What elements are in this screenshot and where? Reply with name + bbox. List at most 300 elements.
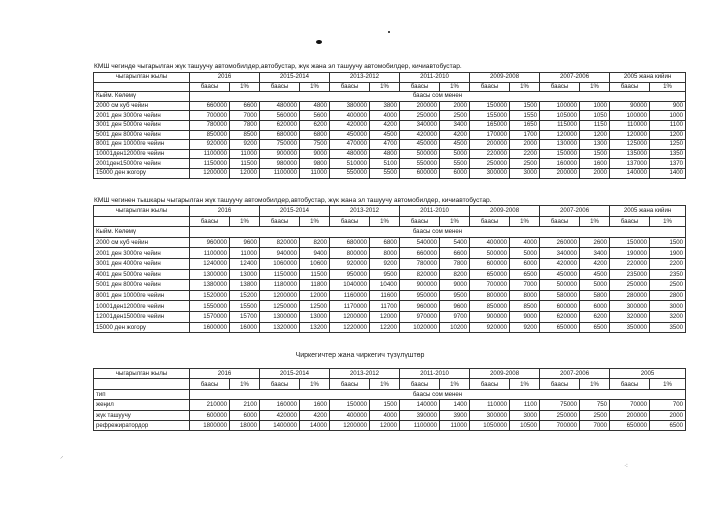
price-cell: 700000 — [540, 420, 580, 430]
row-label: рефрежиратордор — [94, 420, 190, 430]
price-cell: 115000 — [540, 120, 580, 130]
col-price-header: баасы — [400, 216, 440, 227]
year-2015-2014: 2015-2014 — [260, 369, 330, 379]
pct-cell: 750 — [580, 400, 610, 410]
price-cell: 480000 — [330, 149, 370, 159]
pct-cell: 1370 — [650, 159, 686, 169]
price-cell: 1170000 — [330, 301, 370, 312]
pct-cell: 2000 — [510, 140, 540, 150]
table-row — [94, 168, 686, 178]
price-cell: 900000 — [400, 280, 440, 291]
table-row — [94, 280, 686, 291]
pct-cell: 1100 — [510, 400, 540, 410]
table-row — [94, 400, 686, 410]
price-cell: 1100000 — [190, 149, 230, 159]
pct-cell: 8000 — [510, 290, 540, 301]
col-pct-header: 1% — [370, 82, 400, 92]
price-cell: 650000 — [610, 420, 650, 430]
col-price-header: баасы — [540, 82, 580, 92]
pct-cell: 12000 — [370, 311, 400, 322]
table-row — [94, 101, 686, 111]
pct-cell: 5600 — [300, 111, 330, 121]
row-group-label: тип — [94, 389, 190, 399]
price-note: баасы сом менен — [190, 92, 686, 102]
price-cell: 1060000 — [260, 258, 300, 269]
price-cell: 940000 — [260, 248, 300, 259]
price-cell: 300000 — [470, 168, 510, 178]
row-label: 3001 ден 5000ге чейин — [94, 120, 190, 130]
price-cell: 660000 — [190, 101, 230, 111]
price-cell: 1200000 — [330, 420, 370, 430]
row-label: 15000 ден жогору — [94, 168, 190, 178]
pct-cell: 1650 — [510, 120, 540, 130]
col-price-header: баасы — [260, 216, 300, 227]
row-label: 12001ден15000ге чейин — [94, 311, 190, 322]
section-1-title: КМШ чегинде чыгарылган жүк ташуучу автомобилдер,автобустар, жүк жана эл ташуучу автомобилдер, кичиавтобустар. — [94, 63, 462, 70]
pct-cell: 9600 — [230, 237, 260, 248]
price-cell: 400000 — [330, 111, 370, 121]
col-pct-header: 1% — [580, 82, 610, 92]
header-label: чыгарылган жылы — [94, 73, 190, 83]
pct-cell: 1500 — [370, 400, 400, 410]
price-cell: 1240000 — [190, 258, 230, 269]
table-row — [94, 410, 686, 420]
price-cell: 680000 — [260, 130, 300, 140]
pct-cell: 7000 — [230, 111, 260, 121]
pct-cell: 1250 — [650, 140, 686, 150]
price-cell: 100000 — [540, 101, 580, 111]
col-pct-header: 1% — [230, 82, 260, 92]
col-price-header: баасы — [330, 379, 370, 389]
price-cell: 110000 — [470, 400, 510, 410]
price-cell: 125000 — [610, 140, 650, 150]
price-cell: 1300000 — [260, 311, 300, 322]
pct-cell: 4000 — [510, 237, 540, 248]
col-price-header: баасы — [260, 82, 300, 92]
price-cell: 120000 — [540, 130, 580, 140]
col-pct-header: 1% — [230, 216, 260, 227]
table-row — [94, 269, 686, 280]
pct-cell: 2000 — [650, 410, 686, 420]
pct-cell: 4200 — [370, 120, 400, 130]
pct-cell: 1200 — [650, 130, 686, 140]
pct-cell: 6000 — [230, 410, 260, 420]
col-pct-header: 1% — [440, 216, 470, 227]
price-cell: 500000 — [470, 248, 510, 259]
table-row — [94, 248, 686, 259]
price-cell: 1180000 — [260, 280, 300, 291]
price-cell: 1400000 — [260, 420, 300, 430]
col-price-header: баасы — [610, 82, 650, 92]
table-row — [94, 120, 686, 130]
pct-cell: 5000 — [440, 149, 470, 159]
pct-cell: 9700 — [440, 311, 470, 322]
table-row — [94, 130, 686, 140]
price-cell: 135000 — [610, 149, 650, 159]
pct-cell: 13800 — [230, 280, 260, 291]
price-cell: 920000 — [190, 140, 230, 150]
price-cell: 1520000 — [190, 290, 230, 301]
col-pct-header: 1% — [370, 379, 400, 389]
pct-cell: 7000 — [580, 420, 610, 430]
pct-cell: 3000 — [510, 410, 540, 420]
row-label: жеңил — [94, 400, 190, 410]
price-cell: 620000 — [540, 311, 580, 322]
pct-cell: 2100 — [230, 400, 260, 410]
row-label: 5001 ден 8000ге чейин — [94, 280, 190, 291]
col-pct-header: 1% — [510, 216, 540, 227]
year-2016: 2016 — [190, 206, 260, 217]
year-2007-2006: 2007-2006 — [540, 73, 610, 83]
col-pct-header: 1% — [580, 379, 610, 389]
row-label: 10001ден12000ге чейин — [94, 149, 190, 159]
pct-cell: 11500 — [230, 159, 260, 169]
pct-cell: 3200 — [650, 311, 686, 322]
price-cell: 420000 — [540, 258, 580, 269]
price-cell: 280000 — [610, 290, 650, 301]
year-2011-2010: 2011-2010 — [400, 206, 470, 217]
price-cell: 420000 — [260, 410, 300, 420]
col-pct-header: 1% — [230, 379, 260, 389]
table-row — [94, 258, 686, 269]
pct-cell: 1400 — [440, 400, 470, 410]
col-price-header: баасы — [330, 82, 370, 92]
price-cell: 155000 — [470, 111, 510, 121]
price-cell: 1020000 — [400, 322, 440, 333]
table-row — [94, 140, 686, 150]
table-row — [94, 420, 686, 430]
pct-cell: 10500 — [510, 420, 540, 430]
price-cell: 130000 — [540, 140, 580, 150]
price-note: баасы сом менен — [190, 227, 686, 238]
price-cell: 510000 — [330, 159, 370, 169]
price-cell: 200000 — [470, 140, 510, 150]
pct-cell: 9600 — [440, 301, 470, 312]
pct-cell: 1200 — [580, 130, 610, 140]
ink-dot — [388, 31, 390, 33]
pct-cell: 2200 — [510, 149, 540, 159]
table-section-2 — [93, 205, 686, 333]
price-cell: 680000 — [330, 237, 370, 248]
price-cell: 160000 — [260, 400, 300, 410]
price-cell: 100000 — [610, 111, 650, 121]
pct-cell: 4500 — [580, 269, 610, 280]
pct-cell: 5000 — [510, 248, 540, 259]
pct-cell: 2500 — [510, 159, 540, 169]
col-pct-header: 1% — [650, 82, 686, 92]
price-cell: 350000 — [610, 322, 650, 333]
col-pct-header: 1% — [510, 82, 540, 92]
price-cell: 900000 — [260, 149, 300, 159]
price-cell: 480000 — [260, 101, 300, 111]
pct-cell: 11000 — [230, 248, 260, 259]
col-price-header: баасы — [400, 82, 440, 92]
row-label: 4001 ден 5000ге чейин — [94, 269, 190, 280]
price-cell: 110000 — [610, 120, 650, 130]
price-cell: 200000 — [610, 410, 650, 420]
price-cell: 1160000 — [330, 290, 370, 301]
row-label: 15000 ден жогору — [94, 322, 190, 333]
pct-cell: 3800 — [370, 101, 400, 111]
price-cell: 1550000 — [190, 301, 230, 312]
price-cell: 250000 — [610, 280, 650, 291]
price-cell: 780000 — [190, 120, 230, 130]
pct-cell: 8200 — [440, 269, 470, 280]
pct-cell: 6800 — [370, 237, 400, 248]
pct-cell: 12000 — [230, 168, 260, 178]
price-cell: 220000 — [470, 149, 510, 159]
pct-cell: 4500 — [370, 130, 400, 140]
pct-cell: 2000 — [440, 101, 470, 111]
pct-cell: 15200 — [230, 290, 260, 301]
pct-cell: 6000 — [440, 168, 470, 178]
pct-cell: 2500 — [650, 280, 686, 291]
price-cell: 1040000 — [330, 280, 370, 291]
pct-cell: 1500 — [580, 149, 610, 159]
pct-cell: 12400 — [230, 258, 260, 269]
row-group-label: Кыйм. Көлөмү — [94, 227, 190, 238]
price-cell: 470000 — [330, 140, 370, 150]
year-2016: 2016 — [190, 369, 260, 379]
price-cell: 1300000 — [190, 269, 230, 280]
pct-cell: 9800 — [300, 159, 330, 169]
year-2009-2008: 2009-2008 — [470, 206, 540, 217]
price-cell: 250000 — [470, 159, 510, 169]
pct-cell: 4000 — [370, 410, 400, 420]
price-cell: 137000 — [610, 159, 650, 169]
pct-cell: 4200 — [300, 410, 330, 420]
col-pct-header: 1% — [300, 216, 330, 227]
col-price-header: баасы — [190, 82, 230, 92]
col-pct-header: 1% — [440, 379, 470, 389]
pct-cell: 4200 — [440, 130, 470, 140]
col-price-header: баасы — [330, 216, 370, 227]
price-cell: 120000 — [610, 130, 650, 140]
price-cell: 260000 — [540, 237, 580, 248]
header-label: чыгарылган жылы — [94, 369, 190, 379]
pct-cell: 16000 — [230, 322, 260, 333]
pct-cell: 2500 — [580, 410, 610, 420]
col-price-header: баасы — [400, 379, 440, 389]
pct-cell: 3500 — [650, 322, 686, 333]
price-cell: 950000 — [400, 290, 440, 301]
table-row — [94, 290, 686, 301]
price-cell: 340000 — [540, 248, 580, 259]
table-row — [94, 149, 686, 159]
price-cell: 540000 — [400, 237, 440, 248]
col-price-header: баасы — [610, 216, 650, 227]
price-cell: 820000 — [260, 237, 300, 248]
price-cell: 600000 — [540, 301, 580, 312]
pct-cell: 3400 — [580, 248, 610, 259]
col-pct-header: 1% — [650, 216, 686, 227]
price-cell: 600000 — [470, 258, 510, 269]
price-cell: 750000 — [260, 140, 300, 150]
year-2009-2008: 2009-2008 — [470, 369, 540, 379]
price-cell: 1100000 — [260, 168, 300, 178]
price-cell: 1100000 — [400, 420, 440, 430]
col-price-header: баасы — [190, 379, 230, 389]
pct-cell: 6000 — [510, 258, 540, 269]
price-cell: 950000 — [330, 269, 370, 280]
price-cell: 400000 — [470, 237, 510, 248]
pct-cell: 5100 — [370, 159, 400, 169]
pct-cell: 13000 — [300, 311, 330, 322]
pct-cell: 12200 — [370, 322, 400, 333]
price-cell: 1200000 — [190, 168, 230, 178]
year-2005: 2005 — [610, 369, 686, 379]
price-note: баасы сом менен — [190, 389, 686, 399]
year-2015-2014: 2015-2014 — [260, 73, 330, 83]
section-3-title: Чиркегичтер жана чиркегич түзүлүштөр — [295, 352, 425, 359]
price-cell: 970000 — [400, 311, 440, 322]
pct-cell: 9500 — [440, 290, 470, 301]
row-group-label: Кыйм. Көлөмү — [94, 92, 190, 102]
pct-cell: 4800 — [300, 101, 330, 111]
pct-cell: 11800 — [300, 280, 330, 291]
price-cell: 420000 — [330, 120, 370, 130]
pct-cell: 9200 — [510, 322, 540, 333]
pct-cell: 4700 — [370, 140, 400, 150]
price-cell: 900000 — [470, 311, 510, 322]
price-cell: 300000 — [470, 410, 510, 420]
price-cell: 70000 — [610, 400, 650, 410]
price-cell: 250000 — [400, 111, 440, 121]
price-cell: 380000 — [330, 101, 370, 111]
pct-cell: 2800 — [650, 290, 686, 301]
pct-cell: 4200 — [580, 258, 610, 269]
pct-cell: 11500 — [300, 269, 330, 280]
price-cell: 1200000 — [260, 290, 300, 301]
pct-cell: 1500 — [650, 237, 686, 248]
price-cell: 450000 — [330, 130, 370, 140]
price-cell: 1380000 — [190, 280, 230, 291]
col-price-header: баасы — [610, 379, 650, 389]
price-cell: 220000 — [610, 258, 650, 269]
table-section-3 — [93, 368, 686, 431]
pct-cell: 2600 — [580, 237, 610, 248]
col-price-header: баасы — [190, 216, 230, 227]
year-2007-2006: 2007-2006 — [540, 206, 610, 217]
pct-cell: 8200 — [300, 237, 330, 248]
pct-cell: 8000 — [370, 248, 400, 259]
price-cell: 150000 — [470, 101, 510, 111]
col-price-header: баасы — [540, 379, 580, 389]
year-2016: 2016 — [190, 73, 260, 83]
pct-cell: 6600 — [440, 248, 470, 259]
pct-cell: 6200 — [580, 311, 610, 322]
pct-cell: 12500 — [300, 301, 330, 312]
pct-cell: 14000 — [300, 420, 330, 430]
price-cell: 90000 — [610, 101, 650, 111]
row-label: 2000 см куб чейин — [94, 101, 190, 111]
row-label: 2001 ден 3000ге чейин — [94, 248, 190, 259]
pct-cell: 11700 — [370, 301, 400, 312]
pct-cell: 15700 — [230, 311, 260, 322]
pct-cell: 3400 — [440, 120, 470, 130]
price-cell: 600000 — [190, 410, 230, 420]
pct-cell: 9200 — [230, 140, 260, 150]
header-label: чыгарылган жылы — [94, 206, 190, 217]
col-pct-header: 1% — [300, 82, 330, 92]
pct-cell: 9400 — [300, 248, 330, 259]
row-label: 3001 ден 4000ге чейин — [94, 258, 190, 269]
price-cell: 500000 — [400, 149, 440, 159]
price-cell: 420000 — [400, 130, 440, 140]
price-cell: 1150000 — [190, 159, 230, 169]
table-row — [94, 159, 686, 169]
row-label: 8001 ден 10000ге чейин — [94, 290, 190, 301]
price-cell: 550000 — [400, 159, 440, 169]
price-cell: 75000 — [540, 400, 580, 410]
pct-cell: 1700 — [510, 130, 540, 140]
pct-cell: 9200 — [370, 258, 400, 269]
pct-cell: 5400 — [440, 237, 470, 248]
year-2011-2010: 2011-2010 — [400, 369, 470, 379]
price-cell: 800000 — [330, 248, 370, 259]
pct-cell: 6800 — [300, 130, 330, 140]
pct-cell: 6500 — [650, 420, 686, 430]
price-cell: 700000 — [470, 280, 510, 291]
pct-cell: 6600 — [230, 101, 260, 111]
row-label: 2000 см куб чейин — [94, 237, 190, 248]
pct-cell: 3000 — [650, 301, 686, 312]
scan-mark: ⁖ — [624, 463, 629, 470]
pct-cell: 7000 — [510, 280, 540, 291]
price-cell: 200000 — [540, 168, 580, 178]
price-cell: 1100000 — [190, 248, 230, 259]
pct-cell: 1350 — [650, 149, 686, 159]
price-cell: 400000 — [330, 410, 370, 420]
price-cell: 660000 — [400, 248, 440, 259]
year-2013-2012: 2013-2012 — [330, 73, 400, 83]
price-cell: 450000 — [540, 269, 580, 280]
price-cell: 960000 — [190, 237, 230, 248]
price-cell: 580000 — [540, 290, 580, 301]
pct-cell: 13200 — [300, 322, 330, 333]
price-cell: 650000 — [470, 269, 510, 280]
col-price-header: баасы — [470, 82, 510, 92]
col-pct-header: 1% — [580, 216, 610, 227]
pct-cell: 11600 — [370, 290, 400, 301]
pct-cell: 1000 — [580, 101, 610, 111]
table-row — [94, 322, 686, 333]
price-cell: 920000 — [470, 322, 510, 333]
section-2-title: КМШ чегинен тышкары чыгарылган жүк ташуучу автомобилдер,автобустар, жүк жана эл ташуучу автомобилдер, кичиавтобустар. — [94, 197, 492, 204]
pct-cell: 3900 — [440, 410, 470, 420]
table-row — [94, 311, 686, 322]
pct-cell: 9500 — [370, 269, 400, 280]
price-cell: 820000 — [400, 269, 440, 280]
pct-cell: 12000 — [370, 420, 400, 430]
col-price-header: баасы — [470, 379, 510, 389]
table-row — [94, 301, 686, 312]
pct-cell: 1100 — [650, 120, 686, 130]
price-cell: 140000 — [400, 400, 440, 410]
year-2013-2012: 2013-2012 — [330, 206, 400, 217]
pct-cell: 1300 — [580, 140, 610, 150]
price-cell: 165000 — [470, 120, 510, 130]
pct-cell: 9000 — [300, 149, 330, 159]
price-cell: 600000 — [400, 168, 440, 178]
price-cell: 560000 — [260, 111, 300, 121]
row-label: жүк ташуучу — [94, 410, 190, 420]
price-cell: 1220000 — [330, 322, 370, 333]
year-2009-2008: 2009-2008 — [470, 73, 540, 83]
price-cell: 620000 — [260, 120, 300, 130]
col-pct-header: 1% — [370, 216, 400, 227]
table-section-1 — [93, 72, 686, 179]
